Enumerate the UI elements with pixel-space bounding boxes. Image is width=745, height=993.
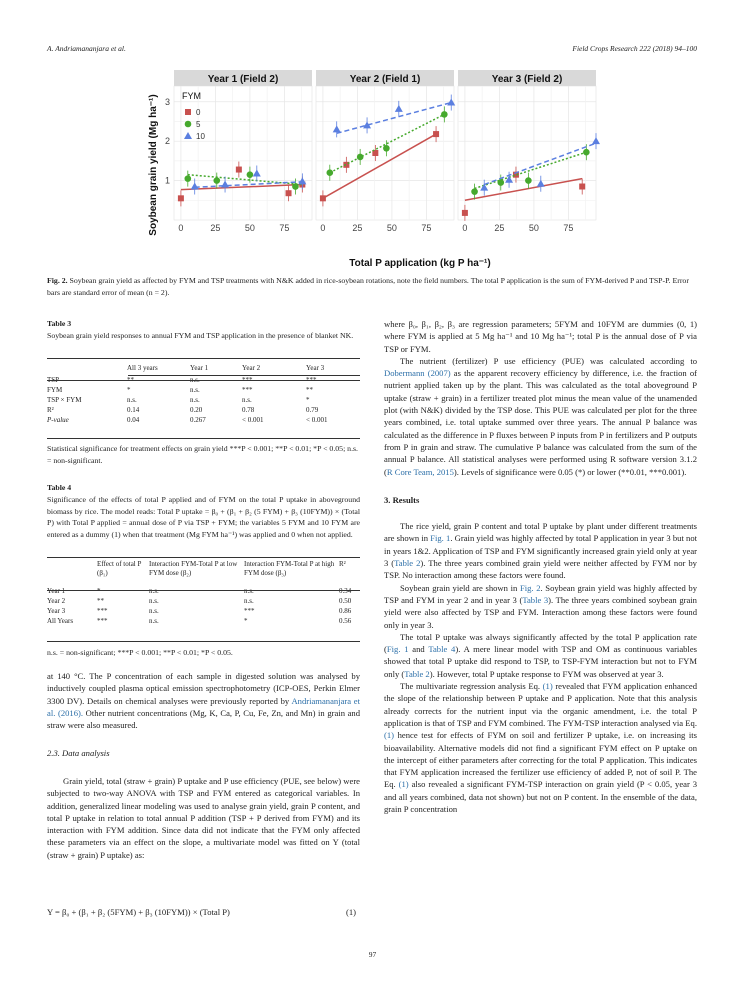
- legend-label: 0: [196, 108, 201, 117]
- table4-note: n.s. = non-significant; ***P < 0.001; **P < 0.01; *P < 0.05.: [47, 648, 233, 657]
- figure-label: Fig. 2.: [47, 276, 68, 285]
- methods-paragraph: at 140 °C. The P concentration of each sample in digested solution was analysed by inductively coupled plasma optical emission spectrophotometry (ICP-OES, Perkin Elmer 3300 DV). Details on chemical analyses were previously reported by Andriamananjara et al. (2016). Other nutrient concentrations (Mg, K, Ca, P, Cu, Fe, Zn, and Mn) in grain and straw were also measured.: [47, 671, 360, 731]
- table-row: [47, 405, 360, 415]
- link-table3[interactable]: Table 3: [522, 594, 549, 605]
- table-cell: TSP × FYM: [47, 396, 82, 404]
- table-cell: n.s.: [149, 587, 159, 595]
- ref-link-dobermann[interactable]: Dobermann (2007): [384, 368, 451, 379]
- table-cell: **: [127, 376, 134, 384]
- table4-label: Table 4: [47, 483, 72, 492]
- link-fig1[interactable]: Fig. 1: [430, 533, 451, 544]
- link-table4[interactable]: Table 4: [428, 644, 456, 655]
- table-cell: n.s.: [190, 396, 200, 404]
- x-tick-label: 75: [279, 223, 290, 233]
- running-header-authors: A. Andriamananjara et al.: [47, 44, 126, 53]
- y-tick-label: 2: [164, 136, 170, 147]
- table3-note: Statistical significance for treatment effects on grain yield ***P < 0.001; **P < 0.01; *P < 0.05; n.s. = non-significant.: [47, 444, 359, 465]
- link-eq1c[interactable]: (1): [398, 779, 409, 790]
- table-cell: ***: [242, 386, 253, 394]
- table-cell: n.s.: [127, 396, 137, 404]
- table-cell: n.s.: [149, 617, 159, 625]
- link-eq1b[interactable]: (1): [384, 730, 395, 741]
- results-paragraph-2: Soybean grain yield are shown in Fig. 2. Soybean grain yield was highly affected by TSP and FYM in year 2 and in year 3 (Table 3). The three years combined soybean grain yield were also affected by TSP and FYM. Interaction among these factors were found only in year 3.: [384, 582, 698, 630]
- regression-params-paragraph: where β₀, β₁, β₂, β₃ are regression parameters; 5FYM and 10FYM are dummies (0, 1) where FYM is applied at 5 Mg ha⁻¹ and 10 Mg ha⁻¹; total P is the annual dose of P via TSP or FYM.: [384, 319, 697, 354]
- equation-1: Y = β₀ + (β₁ + β₂ (5FYM) + β₃ (10FYM)) × (Total P): [47, 907, 230, 917]
- panel-title: Year 1 (Field 2): [207, 74, 279, 85]
- table-cell: 0.267: [190, 416, 206, 424]
- legend-key-fym-0: [185, 109, 191, 115]
- table-cell: 0.04: [127, 416, 140, 424]
- table-cell: All Years: [47, 617, 74, 625]
- data-analysis-paragraph: Grain yield, total (straw + grain) P uptake and P use efficiency (PUE, see below) were subjected to two-way ANOVA with TSP and FYM entered as categorical variables. In addition, generalized linear modeling was used to analyse grain yield, grain P content, and total P uptake in relation to total annual P addition (TSP + P derived from FYM) and its interaction with FYM addition. Since data did not indicate that the FYM only affected these parameters via an effect on the slope, a multivariate model was fitted on Y (total (straw + grain) P uptake) as:: [47, 776, 360, 860]
- x-tick-label: 25: [352, 223, 363, 233]
- legend-label: 10: [196, 132, 205, 141]
- link-table2b[interactable]: Table 2: [404, 668, 430, 679]
- point-fym-0: [433, 131, 439, 137]
- x-tick-label: 50: [244, 223, 255, 233]
- table-cell: 0.14: [127, 406, 140, 414]
- results-paragraph-4: The multivariate regression analysis Eq. (1) revealed that FYM application enhanced the slope of the relationship between P uptake and P application. Note that this analysis already corrects for the nutrient input via the organic amendment, i.e. the total P application is that of TSP and FYM combined. The FYM-TSP interaction analysed via Eq. (1) hence test for effects of FYM on soil and fertilizer P uptake, i.e. on increasing its bioavailability. Alternative models did not find a significant FYM effect on P uptake on the intercept of either parameters after correcting for the total P application. This indicates that FYM application increased the fertilizer use efficiency of added P, not of soil P. The Eq. (1) also revealed a significant FYM-TSP interaction on grain yield (P < 0.05, year 3 and all years combined, data not shown) but not on P content. In the ensemble of the data, grain P concentration: [384, 681, 698, 814]
- y-tick-label: 1: [164, 175, 170, 186]
- results-paragraph-1: The rice yield, grain P content and total P uptake by plant under different treatments are shown in Fig. 1. Grain yield was highly affected by total P application in year 3 but not in years 1&2. Application of TSP and FYM significantly increased grain yield only at year 3 (Table 2). The three years combined grain yield were neither affected by FYM nor by TSP. No interaction among these factors were found.: [384, 521, 698, 581]
- point-fym-5: [525, 177, 532, 184]
- table-cell: ***: [97, 607, 108, 615]
- table-cell: 0.56: [339, 617, 352, 625]
- point-fym-0: [320, 195, 326, 201]
- table-cell: < 0.001: [242, 416, 264, 424]
- panel-background: [458, 86, 596, 220]
- link-fig2[interactable]: Fig. 2: [519, 582, 541, 593]
- point-fym-5: [497, 179, 504, 186]
- panel-background: [174, 86, 312, 220]
- panel-title: Year 3 (Field 2): [491, 74, 563, 85]
- x-tick-label: 0: [178, 223, 184, 233]
- table-row: [47, 606, 360, 616]
- point-fym-5: [357, 154, 364, 161]
- figure-caption: [47, 275, 697, 298]
- x-tick-label: 0: [320, 223, 326, 233]
- table-row: [47, 415, 360, 425]
- point-fym-5: [583, 149, 590, 156]
- table-cell: ***: [97, 617, 108, 625]
- table-cell: Year 1: [47, 587, 66, 595]
- table-cell: 0.34: [339, 587, 352, 595]
- point-fym-5: [471, 188, 478, 195]
- point-fym-0: [178, 195, 184, 201]
- ref-link-rcore[interactable]: R Core Team, 2015: [386, 466, 454, 477]
- table-cell: ***: [244, 607, 255, 615]
- legend-label: 5: [196, 120, 201, 129]
- table-row: [47, 586, 360, 596]
- page-number: 97: [368, 950, 377, 959]
- link-eq1[interactable]: (1): [542, 681, 553, 692]
- legend-title: FYM: [182, 91, 201, 101]
- table-cell: n.s.: [149, 597, 159, 605]
- x-tick-label: 75: [421, 223, 432, 233]
- table3-label: Table 3: [47, 319, 72, 328]
- right-column-text: [384, 318, 697, 815]
- running-header-journal: Field Crops Research 222 (2018) 94–100: [572, 44, 697, 53]
- x-tick-label: 50: [528, 223, 539, 233]
- ref-link-andriamananjara[interactable]: Andriamananjara et al. (2016).: [47, 695, 360, 718]
- x-tick-label: 25: [210, 223, 221, 233]
- table-cell: n.s.: [244, 597, 254, 605]
- table-row: [47, 395, 360, 405]
- results-paragraph-3: The total P uptake was always significantly affected by the total P application rate (Fig. 1 and Table 4). A mere linear model with TSP and OM as continuous variables showed that total P uptake did respond to TSP, to TSP-FYM interaction but not to FYM only (Table 2). However, total P uptake response to FYM was observed at year 3.: [384, 631, 697, 679]
- table3: All 3 years Year 1 Year 2 Year 3 TSP ** n.s. *** *** FYM * n.s. *** ** TSP × FYM n.s. n.s. n.s. * R² 0.14 0.20 0.78 0.79 P-value 0.04 0.267 < 0.001 < 0.001: [47, 361, 360, 425]
- table-cell: n.s.: [190, 376, 200, 384]
- table3-caption: Soybean grain yield responses to annual FYM and TSP application in the presence of blanket NK.: [47, 331, 354, 340]
- legend-key-fym-5: [185, 121, 192, 128]
- point-fym-5: [292, 183, 299, 190]
- table-cell: *: [306, 396, 310, 404]
- link-table2[interactable]: Table 2: [394, 558, 421, 569]
- soybean-yield-chart: [140, 70, 610, 270]
- point-fym-0: [286, 190, 292, 196]
- link-fig1b[interactable]: Fig. 1: [386, 644, 409, 655]
- table-cell: Year 2: [47, 597, 66, 605]
- y-tick-label: 3: [164, 96, 170, 107]
- table-cell: 0.78: [242, 406, 255, 414]
- x-tick-label: 25: [494, 223, 505, 233]
- panel-title: Year 2 (Field 1): [349, 74, 421, 85]
- x-tick-label: 75: [563, 223, 574, 233]
- table-cell: *: [127, 386, 131, 394]
- table-cell: R²: [47, 406, 54, 414]
- table4-caption: Significance of the effects of total P applied and of FYM on the total P uptake in aboveground biomass by rice. The model reads: Total P uptake = β₀ + (β₁ + β₂ (5 FYM) + β₃ (10FYM)) × (Total P) with Total P applied = annual dose of P via TSP + FYM; the variables 5 FYM and 10 FYM are entered as a dummy (1) when that treatment (Mg FYM ha⁻¹) was applied and 0 when not applied.: [47, 495, 360, 539]
- pue-paragraph: The nutrient (fertilizer) P use efficiency (PUE) was calculated according to Dobermann (2007) as the apparent recovery efficiency by difference, i.e. the fraction of nutrient applied taken up by the plant. This was calculated as the total aboveground P uptake (straw + grain) in a fertilizer treated plot minus the mean value of the unamended plot (with N&K) divided by the TSP dose. This PUE was calculated per plot for the three years combined, i.e. total uptake summed over three years. The annual P balance was calculated as the difference in P fluxes between P inputs from P in fertilizers and P outputs from P in grain and straw. The cumulative P balance was calculated from the sum of the annual P balance. All statistical analyses were performed using R software version 3.1.2 (R Core Team, 2015). Levels of significance were 0.05 (*) or lower (**0.01, ***0.001).: [384, 355, 697, 477]
- table-cell: 0.86: [339, 607, 352, 615]
- table-cell: < 0.001: [306, 416, 328, 424]
- point-fym-0: [236, 167, 242, 173]
- table-cell: n.s.: [190, 386, 200, 394]
- table-cell: ***: [242, 376, 253, 384]
- table-cell: Year 3: [47, 607, 66, 615]
- table-cell: P-value: [47, 416, 69, 424]
- equation-number: (1): [346, 907, 357, 917]
- table-cell: n.s.: [244, 587, 254, 595]
- point-fym-5: [213, 177, 220, 184]
- point-fym-5: [185, 175, 192, 182]
- panel-background: [316, 86, 454, 220]
- point-fym-5: [327, 169, 334, 176]
- table-cell: FYM: [47, 386, 63, 394]
- table4: Effect of total P (β₁) Interaction FYM-Total P at low FYM dose (β₂) Interaction FYM-Total P at high FYM dose (β₃) R² Year 1 * n.s. n.s. 0.34 Year 2 ** n.s. n.s. 0.50 Year 3 *** n.s. *** 0.86 All Years *** n.s. * 0.56: [47, 560, 360, 626]
- table-cell: TSP: [47, 376, 60, 384]
- table-cell: 0.79: [306, 406, 319, 414]
- table-cell: ***: [306, 376, 317, 384]
- x-axis-label: Total P application (kg P ha⁻¹): [349, 258, 491, 269]
- point-fym-0: [462, 210, 468, 216]
- section-heading-results: 3. Results: [384, 494, 420, 505]
- table-cell: n.s.: [149, 607, 159, 615]
- point-fym-5: [441, 111, 448, 118]
- point-fym-5: [383, 145, 390, 152]
- section-heading-data-analysis: 2.3. Data analysis: [47, 748, 110, 758]
- table-cell: n.s.: [242, 396, 252, 404]
- point-fym-5: [247, 171, 254, 178]
- table-row: [47, 596, 360, 606]
- table-row: [47, 616, 360, 626]
- table-row: [47, 385, 360, 395]
- table-cell: *: [97, 587, 101, 595]
- table-cell: 0.50: [339, 597, 352, 605]
- x-tick-label: 0: [462, 223, 468, 233]
- table-cell: **: [97, 597, 104, 605]
- x-tick-label: 50: [386, 223, 397, 233]
- table-cell: **: [306, 386, 313, 394]
- y-axis-label: Soybean grain yield (Mg ha⁻¹): [148, 94, 159, 236]
- table-cell: *: [244, 617, 248, 625]
- figure-caption-text: Soybean grain yield as affected by FYM and TSP treatments with N&K added in rice-soybean rotations, note the field numbers. The total P application is the sum of FYM-derived P and TSP-P. Error bars are standard error of mean (n = 2).: [47, 276, 689, 297]
- point-fym-0: [579, 184, 585, 190]
- table-cell: 0.20: [190, 406, 203, 414]
